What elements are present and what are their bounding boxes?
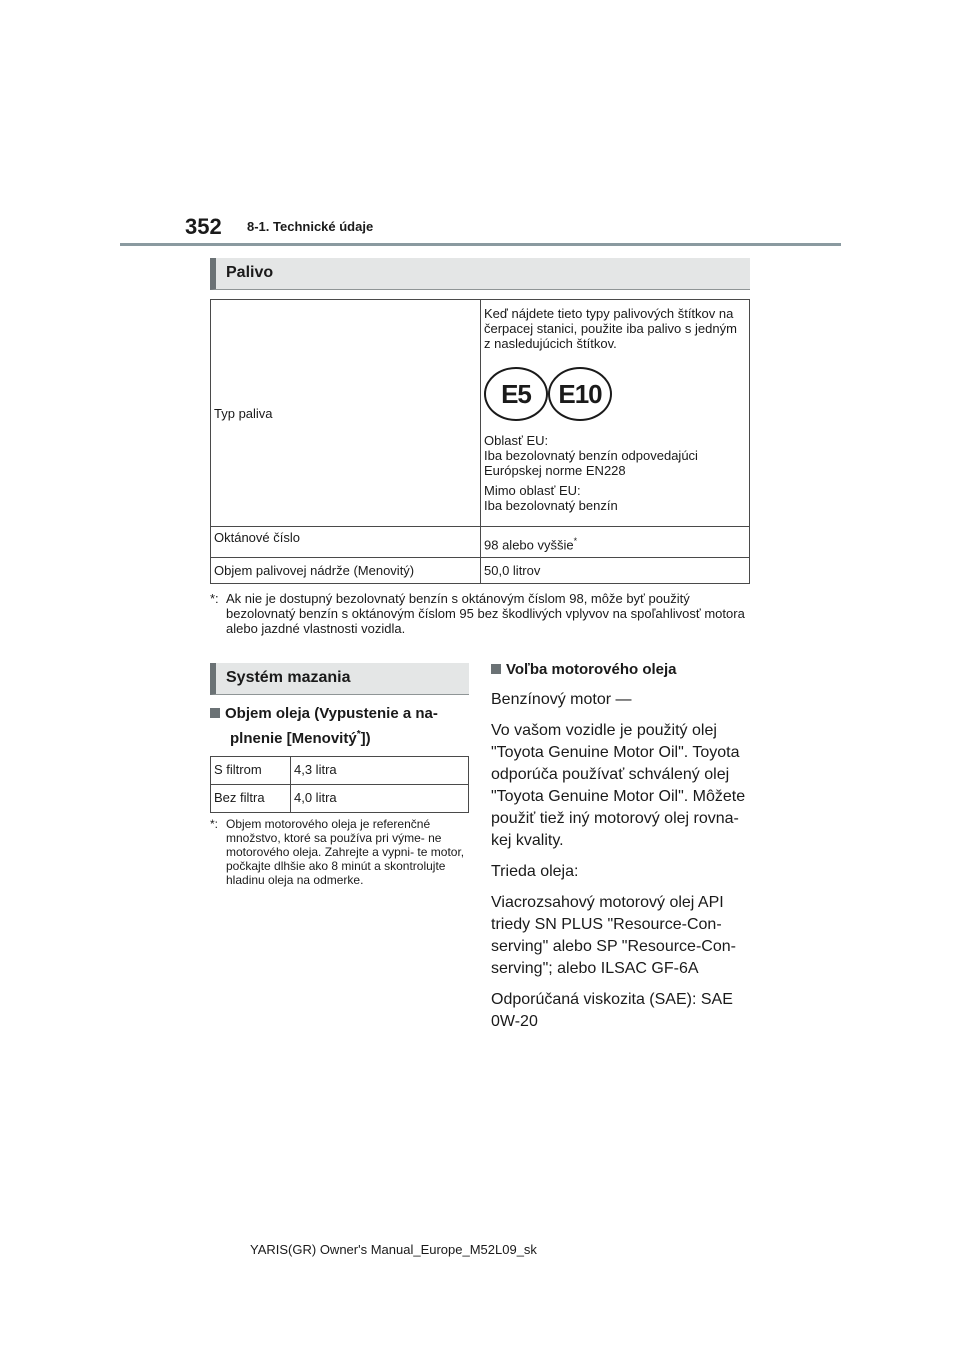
- table-row: [211, 527, 750, 558]
- eu-region-text: Iba bezolovnatý benzín odpovedajúci Európskej norme EN228: [484, 448, 698, 478]
- footnote-text: Ak nie je dostupný bezolovnatý benzín s oktánovým číslom 98, môže byť použitý bezolovnatý benzín s oktánovým číslom 95 bez škodlivých vplyvov na spoľahlivosť motora alebo jazdné vlastnosti vozidla.: [226, 591, 745, 636]
- footnote-text: Objem motorového oleja je referenčné množstvo, ktoré sa používa pri výme- ne motorového oleja. Zahrejte a vypni- te motor, počkajte dlhšie ako 8 minút a skontrolujte hladinu oleja na odmerke.: [226, 817, 465, 887]
- fuel-footnote: [210, 591, 755, 636]
- without-filter-value: 4,0 litra: [291, 785, 469, 813]
- paragraph: Viacrozsahový motorový olej API triedy SN PLUS "Resource-Con- serving" alebo SP "Resource-Con- serving"; alebo ILSAC GF-6A: [491, 894, 736, 977]
- table-row: [211, 300, 750, 527]
- tank-capacity-label: Objem palivovej nádrže (Menovitý): [211, 558, 481, 584]
- fuel-labels: [484, 367, 746, 421]
- octane-footnote-mark: *: [573, 536, 578, 546]
- footnote-mark: *:: [210, 817, 219, 831]
- paragraph: Odporúčaná viskozita (SAE): SAE 0W-20: [491, 991, 733, 1030]
- oil-capacity-heading: Objem oleja (Vypustenie a na- plnenie [Menovitý*]): [210, 703, 472, 749]
- octane-label: Oktánové číslo: [211, 527, 481, 558]
- non-eu-region-label: Mimo oblasť EU:: [484, 483, 581, 498]
- fuel-section-title: Palivo: [226, 264, 274, 281]
- page-number: 352: [185, 214, 222, 239]
- footer-text: YARIS(GR) Owner's Manual_Europe_M52L09_sk: [250, 1242, 537, 1257]
- paragraph: Trieda oleja:: [491, 863, 579, 880]
- eu-region-label: Oblasť EU:: [484, 433, 549, 448]
- oil-selection-heading: Voľba motorového oleja: [491, 659, 753, 680]
- header-rule: [120, 243, 841, 246]
- square-bullet-icon: [491, 664, 501, 674]
- paragraph: Benzínový motor —: [491, 691, 632, 708]
- fuel-type-value: [481, 300, 750, 527]
- square-bullet-icon: [210, 708, 220, 718]
- oil-footnote: [210, 817, 472, 887]
- tank-capacity-value: 50,0 litrov: [481, 558, 750, 584]
- fuel-label-e10-icon: E10: [548, 367, 612, 421]
- lubrication-section-bar: [210, 663, 469, 695]
- fuel-type-intro: Keď nájdete tieto typy palivových štítkov na čerpacej stanici, použite iba palivo s jedným z nasledujúcich štítkov.: [484, 306, 737, 351]
- paragraph: Vo vašom vozidle je použitý olej "Toyota Genuine Motor Oil". Toyota odporúča používať schválený olej "Toyota Genuine Motor Oil". Môžete použiť tiež iný motorový olej rovna- kej kvality.: [491, 722, 746, 849]
- fuel-label-e5-icon: E5: [484, 367, 548, 421]
- fuel-type-label: Typ paliva: [211, 300, 481, 527]
- oil-selection-text: [491, 689, 751, 1042]
- table-row: [211, 558, 750, 584]
- without-filter-label: Bez filtra: [211, 785, 291, 813]
- footnote-mark: *:: [210, 591, 219, 606]
- fuel-table: [210, 299, 750, 584]
- octane-value: 98 alebo vyššie*: [481, 527, 750, 558]
- oil-capacity-table: [210, 756, 469, 813]
- with-filter-value: 4,3 litra: [291, 757, 469, 785]
- table-row: [211, 785, 469, 813]
- non-eu-region-text: Iba bezolovnatý benzín: [484, 498, 618, 513]
- with-filter-label: S filtrom: [211, 757, 291, 785]
- fuel-section-bar: [210, 258, 750, 290]
- lubrication-section-title: Systém mazania: [226, 669, 351, 686]
- table-row: [211, 757, 469, 785]
- chapter-title: 8-1. Technické údaje: [247, 219, 374, 234]
